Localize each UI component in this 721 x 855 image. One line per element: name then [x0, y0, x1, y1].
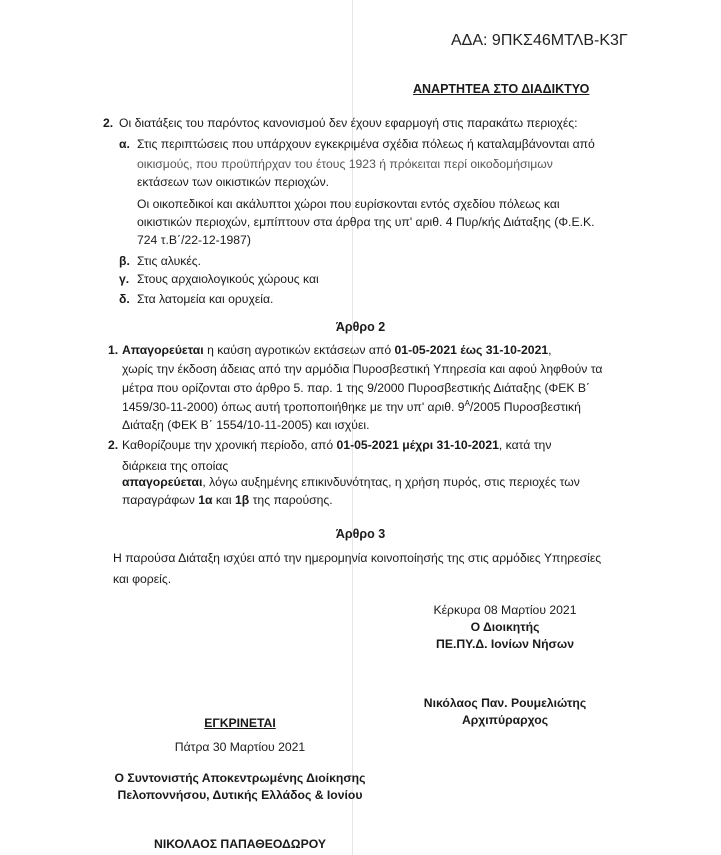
text-span: 1459/30-11-2000) όπως αυτή τροποποιήθηκε με την υπ' αριθ. 9: [122, 400, 465, 415]
text-span: , κατά την: [498, 438, 552, 452]
paragraph-number: 2.: [103, 116, 114, 130]
post-online-notice: ΑΝΑΡΤΗΤΕΑ ΣΤΟ ΔΙΑΔΙΚΤΥΟ: [413, 82, 590, 96]
article-2-item-1-number: 1.: [108, 343, 119, 357]
item-a-line: Στις περιπτώσεις που υπάρχουν εγκεκριμένα σχέδια πόλεως ή καταλαμβάνονται από: [137, 137, 595, 151]
superscript: Α: [464, 399, 470, 408]
signature-role: Ο Διοικητής: [470, 620, 540, 634]
approval-name: ΝΙΚΟΛΑΟΣ ΠΑΠΑΘΕΟΔΩΡΟΥ: [154, 837, 326, 851]
approval-role-line: Πελοποννήσου, Δυτικής Ελλάδος & Ιονίου: [117, 788, 363, 802]
item-a-line: εκτάσεων των οικιστικών περιοχών.: [137, 175, 330, 189]
article-2-item-2-line: [122, 475, 580, 489]
text-span: ,: [548, 343, 552, 357]
text-span: Καθορίζουμε την χρονική περίοδο, από: [122, 438, 337, 452]
text-span: η καύση αγροτικών εκτάσεων από: [203, 343, 395, 357]
article-2-item-1-line: [122, 343, 552, 357]
item-a-line: οικισμούς, που προϋπήρχαν του έτους 1923 ή πρόκειται περί οικοδομήσιμων: [137, 157, 553, 171]
item-a-line: 724 τ.Β΄/22-12-1987): [137, 233, 251, 247]
approval-role-line: Ο Συντονιστής Αποκεντρωμένης Διοίκησης: [114, 771, 366, 785]
signature-rank: Αρχιπύραρχος: [461, 713, 549, 727]
item-label-b: β.: [119, 254, 130, 268]
article-2-item-1-line: χωρίς την έκδοση άδειας από την αρμόδια Πυροσβεστική Υπηρεσία και αφού ληφθούν τα: [122, 362, 603, 376]
item-d-text: Στα λατομεία και ορυχεία.: [137, 292, 274, 306]
article-2-item-1-line: [122, 399, 581, 414]
article-2-item-2-line: [122, 493, 333, 507]
article-3-title: Άρθρο 3: [335, 527, 386, 541]
article-2-item-2-line: [122, 438, 551, 452]
approval-title: ΕΓΚΡΙΝΕΤΑΙ: [204, 716, 276, 730]
ada-code: ΑΔΑ: 9ΠΚΣ46ΜΤΛΒ-Κ3Γ: [451, 32, 628, 49]
signature-unit: ΠΕ.ΠΥ.Δ. Ιονίων Νήσων: [436, 637, 574, 651]
text-span: παραγράφων: [122, 493, 199, 507]
item-g-text: Στους αρχαιολογικούς χώρους και: [137, 272, 319, 286]
item-label-a: α.: [119, 137, 130, 151]
article-3-line: Η παρούσα Διάταξη ισχύει από την ημερομηνία κοινοποίησής της στις αρμόδιες Υπηρεσίες: [113, 551, 602, 565]
date-range: 01-05-2021 έως 31-10-2021: [394, 343, 549, 357]
prohibited-word: απαγορεύεται: [122, 475, 203, 489]
item-a-line: οικιστικών περιοχών, εμπίπτουν στα άρθρα της υπ' αριθ. 4 Πυρ/κής Διάταξης (Φ.Ε.Κ.: [137, 215, 595, 229]
article-2-item-1-line: μέτρα που ορίζονται στο άρθρο 5. παρ. 1 της 9/2000 Πυροσβεστικής Διάταξης (ΦΕΚ Β΄: [122, 381, 591, 395]
article-2-item-2-line: διάρκεια της οποίας: [122, 459, 229, 473]
text-span: και: [212, 493, 235, 507]
item-label-d: δ.: [119, 292, 130, 306]
item-label-g: γ.: [119, 272, 130, 286]
text-span: , λόγω αυξημένης επικινδυνότητας, η χρήση πυρός, στις περιοχές των: [202, 475, 580, 489]
item-a-line: Οι οικοπεδικοί και ακάλυπτοι χώροι που ευρίσκονται εντός σχεδίου πόλεως και: [137, 197, 560, 211]
item-b-text: Στις αλυκές.: [137, 254, 202, 268]
text-span: /2005 Πυροσβεστική: [469, 400, 581, 415]
paragraph-ref: 1α: [198, 493, 213, 507]
article-2-title: Άρθρο 2: [335, 320, 386, 334]
signature-name: Νικόλαος Παν. Ρουμελιώτης: [423, 696, 587, 710]
signature-place-date: Κέρκυρα 08 Μαρτίου 2021: [433, 603, 577, 617]
paragraph-ref: 1β: [235, 493, 250, 507]
article-3-line: και φορείς.: [113, 572, 172, 586]
text-span: της παρούσης.: [249, 493, 333, 507]
prohibited-word: Απαγορεύεται: [122, 343, 204, 357]
paragraph-intro: Οι διατάξεις του παρόντος κανονισμού δεν έχουν εφαρμογή στις παρακάτω περιοχές:: [119, 116, 578, 130]
approval-place-date: Πάτρα 30 Μαρτίου 2021: [174, 740, 306, 754]
article-2-item-1-line: Διάταξη (ΦΕΚ Β΄ 1554/10-11-2005) και ισχύει.: [122, 418, 370, 432]
article-2-item-2-number: 2.: [108, 438, 119, 452]
date-range: 01-05-2021 μέχρι 31-10-2021: [336, 438, 499, 452]
